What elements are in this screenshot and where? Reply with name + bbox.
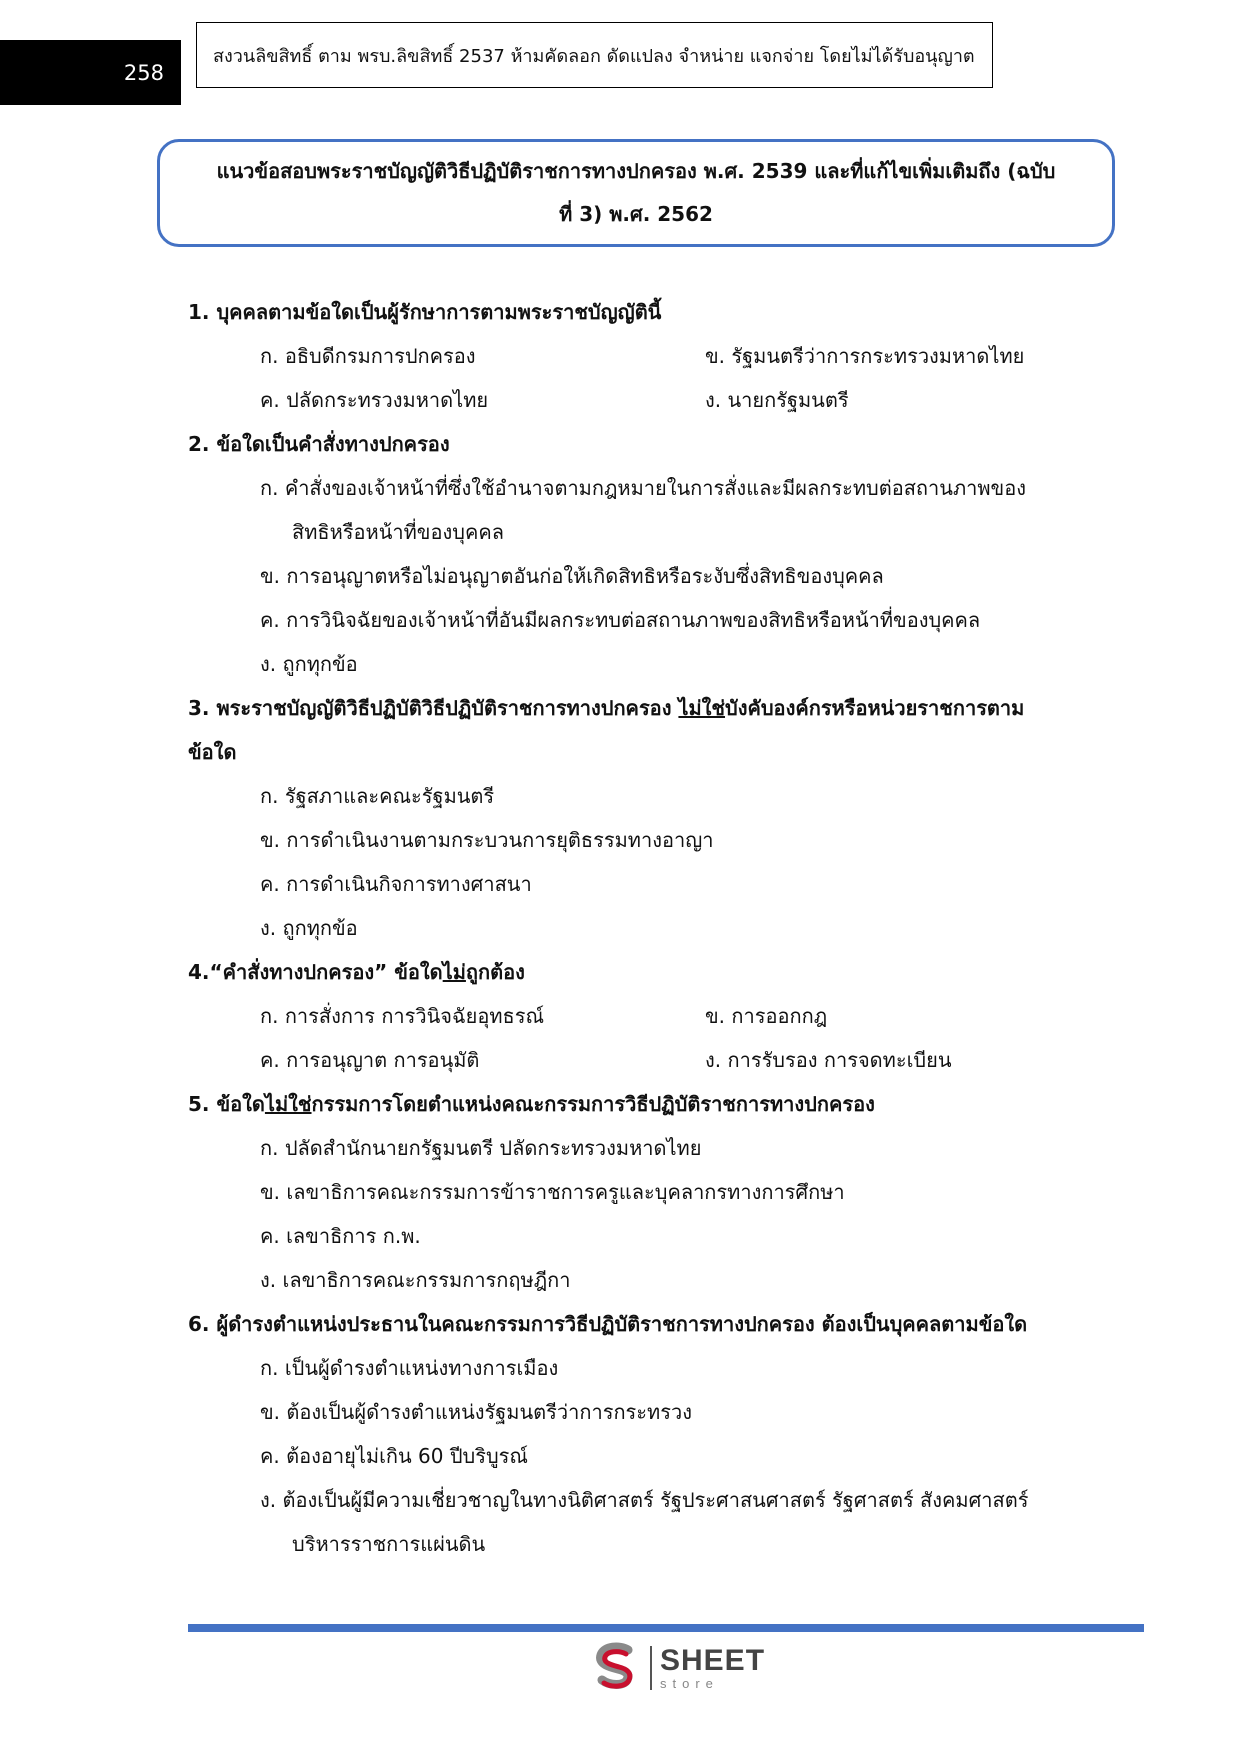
question-4 [188,950,1088,994]
page-number [0,40,181,105]
question-4-text-post: ถูกต้อง [465,960,525,984]
question-1-options-row-2 [188,378,1088,422]
question-3-option-a: ก. รัฐสภาและคณะรัฐมนตรี [260,784,495,808]
question-4-option-c: ค. การอนุญาต การอนุมัติ [260,1048,480,1072]
logo-separator [650,1646,652,1690]
question-3 [188,686,1088,774]
question-1: 1. บุคคลตามข้อใดเป็นผู้รักษาการตามพระราชบัญญัตินี้ [188,300,662,324]
question-4-underlined-word: ไม่ [442,960,466,984]
question-6-option-d [188,1478,1088,1566]
logo-store-text: store [660,1676,719,1691]
question-3-line-1 [188,686,1088,730]
question-2-option-b: ข. การอนุญาตหรือไม่อนุญาตอันก่อให้เกิดสิทธิหรือระงับซึ่งสิทธิของบุคคล [260,564,884,588]
question-1-options-row-1 [188,334,1088,378]
question-3-option-d: ง. ถูกทุกข้อ [260,916,358,940]
question-1-option-d: ง. นายกรัฐมนตรี [705,388,849,412]
question-5-text-pre: 5. ข้อใด [188,1092,265,1116]
question-2-option-d: ง. ถูกทุกข้อ [260,652,358,676]
logo-sheet-text: SHEET [660,1644,766,1677]
question-2-option-a [188,466,1088,554]
question-5-option-a: ก. ปลัดสำนักนายกรัฐมนตรี ปลัดกระทรวงมหาดไทย [260,1136,702,1160]
question-3-option-b: ข. การดำเนินงานตามกระบวนการยุติธรรมทางอาญา [260,828,714,852]
logo-wordmark [660,1646,765,1690]
question-6-option-c: ค. ต้องอายุไม่เกิน 60 ปีบริบูรณ์ [260,1444,528,1468]
question-6-option-b: ข. ต้องเป็นผู้ดำรงตำแหน่งรัฐมนตรีว่าการกระทรวง [260,1400,692,1424]
question-4-text-pre: 4.“คำสั่งทางปกครอง” ข้อใด [188,960,443,984]
question-5-option-c: ค. เลขาธิการ ก.พ. [260,1224,421,1248]
copyright-notice [196,22,993,88]
question-5 [188,1082,1088,1126]
copyright-text: สงวนลิขสิทธิ์ ตาม พรบ.ลิขสิทธิ์ 2537 ห้ามคัดลอก ดัดแปลง จำหน่าย แจกจ่าย โดยไม่ได้รับอนุญาต [213,45,975,67]
question-5-option-b: ข. เลขาธิการคณะกรรมการข้าราชการครูและบุคลากรทางการศึกษา [260,1180,845,1204]
question-3-line-2: ข้อใด [188,740,237,764]
question-1-option-c: ค. ปลัดกระทรวงมหาดไทย [260,388,489,412]
question-5-text-post: กรรมการโดยตำแหน่งคณะกรรมการวิธีปฏิบัติราชการทางปกครอง [311,1092,875,1116]
question-6-option-d-line-2: บริหารราชการแผ่นดิน [292,1532,486,1556]
question-4-options-row-1 [188,994,1088,1038]
footer-divider [188,1624,1144,1632]
question-3-underlined-word: ไม่ใช่ [678,696,726,720]
question-1-option-b: ข. รัฐมนตรีว่าการกระทรวงมหาดไทย [705,344,1025,368]
question-list [188,290,1088,1566]
question-2-option-c: ค. การวินิจฉัยของเจ้าหน้าที่อันมีผลกระทบต่อสถานภาพของสิทธิหรือหน้าที่ของบุคคล [260,608,981,632]
question-6-option-d-line-1: ง. ต้องเป็นผู้มีความเชี่ยวชาญในทางนิติศาสตร์ รัฐประศาสนศาสตร์ รัฐศาสตร์ สังคมศาสตร์ [260,1488,1029,1512]
question-4-option-b: ข. การออกกฎ [705,1004,828,1028]
title-line-1: แนวข้อสอบพระราชบัญญัติวิธีปฏิบัติราชการทางปกครอง พ.ศ. 2539 และที่แก้ไขเพิ่มเติมถึง (ฉบับ [216,159,1056,183]
question-5-underlined-word: ไม่ใช่ [264,1092,312,1116]
page-number-text: 258 [123,60,164,85]
question-4-option-a: ก. การสั่งการ การวินิจฉัยอุทธรณ์ [260,1004,545,1028]
title-line-2: ที่ 3) พ.ศ. 2562 [559,202,713,226]
question-2-option-a-line-2: สิทธิหรือหน้าที่ของบุคคล [292,520,504,544]
question-2-option-a-line-1: ก. คำสั่งของเจ้าหน้าที่ซึ่งใช้อำนาจตามกฎหมายในการสั่งและมีผลกระทบต่อสถานภาพของ [260,476,1026,500]
question-3-text-pre: 3. พระราชบัญญัติวิธีปฏิบัติวิธีปฏิบัติราชการทางปกครอง [188,696,679,720]
question-1-option-a: ก. อธิบดีกรมการปกครอง [260,344,476,368]
question-4-options-row-2 [188,1038,1088,1082]
question-3-option-c: ค. การดำเนินกิจการทางศาสนา [260,872,532,896]
question-6: 6. ผู้ดำรงตำแหน่งประธานในคณะกรรมการวิธีปฏิบัติราชการทางปกครอง ต้องเป็นบุคคลตามข้อใด [188,1312,1028,1336]
question-4-option-d: ง. การรับรอง การจดทะเบียน [705,1048,952,1072]
question-3-text-post: บังคับองค์กรหรือหน่วยราชการตาม [725,696,1025,720]
question-5-option-d: ง. เลขาธิการคณะกรรมการกฤษฎีกา [260,1268,571,1292]
question-6-option-a: ก. เป็นผู้ดำรงตำแหน่งทางการเมือง [260,1356,559,1380]
question-2: 2. ข้อใดเป็นคำสั่งทางปกครอง [188,432,450,456]
sheet-store-logo [590,1640,765,1696]
sheet-store-logo-icon [590,1642,642,1694]
title-box [157,139,1115,247]
